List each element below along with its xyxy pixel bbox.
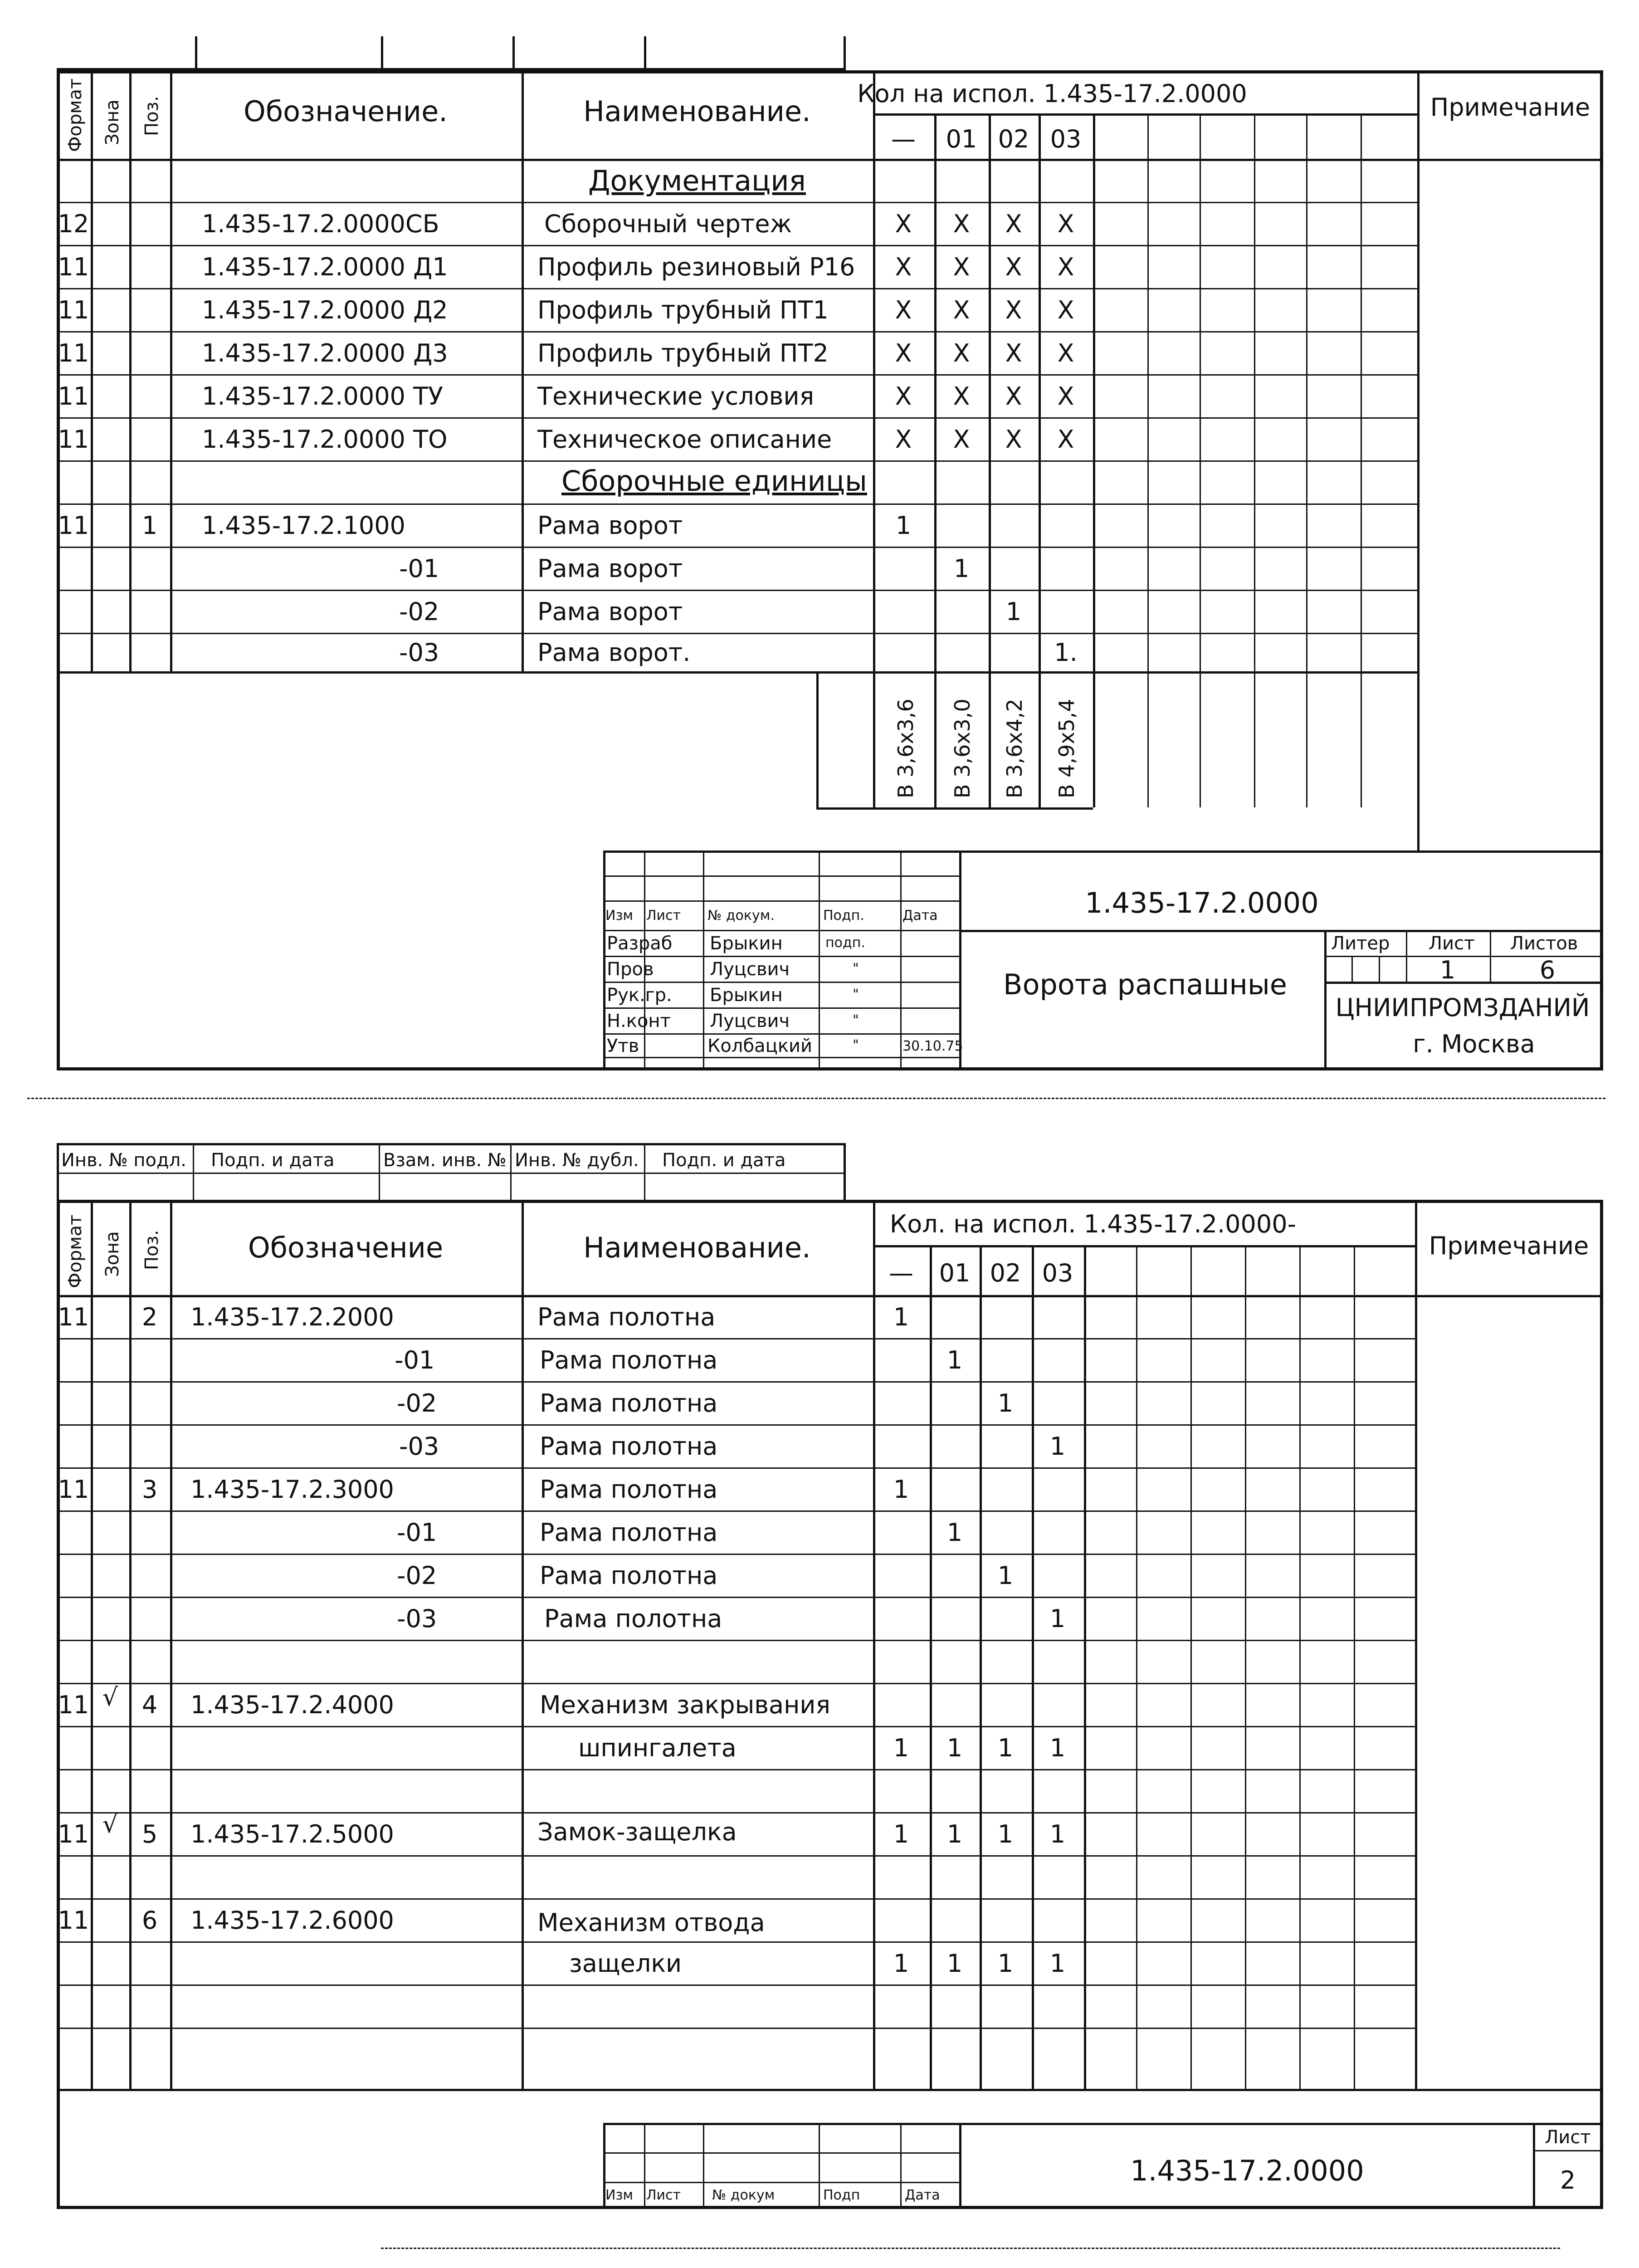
s1-cell-format: 12 — [58, 210, 89, 238]
sidebar-label: Инв. № подл. — [61, 1150, 186, 1171]
s1-header-designation: Обозначение. — [244, 95, 448, 128]
s1-stamp-title: Ворота распашные — [1003, 968, 1287, 1001]
s1-stamp-person: Брыкин — [710, 985, 783, 1006]
s1-stamp-sheet-label: Лист — [1429, 933, 1475, 954]
s2-header-name: Наименование. — [583, 1231, 811, 1264]
s2-cell-qty: 1 — [997, 1561, 1014, 1590]
s1-cell-qty: X — [895, 210, 912, 238]
s1-col-line — [873, 70, 875, 807]
s1-stamp-person: Луцсвич — [710, 1011, 790, 1031]
s1-stamp-sheets-label: Листов — [1510, 933, 1578, 954]
s1-row-line — [57, 245, 1417, 246]
s2-cell-name: Механизм отвода — [537, 1908, 765, 1937]
s2-col-line — [522, 1200, 524, 2089]
s1-cell-name: Профиль трубный ПТ2 — [537, 339, 829, 367]
s1-cell-format: 11 — [58, 425, 89, 454]
s2-cell-designation: -02 — [397, 1389, 437, 1418]
s1-stamp-sheet-no: 1 — [1439, 956, 1456, 984]
s2-header-format: Формат — [65, 1214, 86, 1288]
s1-cell-designation: 1.435-17.2.0000СБ — [202, 210, 439, 238]
s1-stamp-col-izm: Изм — [605, 908, 634, 924]
s2-col-line — [1084, 1245, 1086, 2089]
s1-stamp-col-date: Дата — [902, 908, 938, 924]
s1-cell-format: 11 — [58, 296, 89, 324]
s1-cell-name: Сборочный чертеж — [544, 210, 792, 238]
s2-cell-name: Рама полотна — [540, 1475, 718, 1504]
s2-cell-name: Механизм закрывания — [540, 1691, 831, 1719]
s2-row-line — [57, 1510, 1415, 1512]
s2-cell-name: Рама полотна — [537, 1303, 716, 1331]
s2-cell-format: 11 — [58, 1820, 89, 1848]
s1-stamp-sign: " — [853, 987, 859, 1002]
s1-section-title: Документация — [588, 164, 806, 197]
s2-col-line — [1354, 1245, 1355, 2089]
s2-col-line — [930, 1245, 932, 2089]
s1-cell-designation: -02 — [399, 597, 439, 626]
s2-row-line — [57, 1640, 1415, 1641]
s1-cell-qty: X — [1005, 382, 1022, 411]
s2-exec-label: 02 — [990, 1259, 1021, 1287]
s2-cell-designation: 1.435-17.2.6000 — [190, 1906, 394, 1935]
s1-header-zone: Зона — [102, 99, 123, 145]
s1-cell-qty: 1 — [953, 554, 970, 583]
s2-cell-format: 11 — [58, 1906, 89, 1935]
s2-cell-qty: 1 — [1049, 1820, 1066, 1848]
s2-row-line — [57, 1338, 1415, 1339]
s1-row-line — [57, 547, 1417, 548]
s2-cell-designation: 1.435-17.2.3000 — [190, 1475, 394, 1504]
s1-cell-designation: 1.435-17.2.1000 — [202, 511, 405, 540]
s2-cell-qty: 1 — [997, 1820, 1014, 1848]
top-stub-divider — [644, 36, 646, 70]
s2-cell-zone: √ — [102, 1683, 118, 1711]
s1-exec-label: 03 — [1050, 125, 1082, 153]
s2-col-line — [170, 1200, 172, 2089]
sidebar-label: Взам. инв. № — [383, 1150, 507, 1171]
s1-stamp-role: Утв — [607, 1036, 639, 1056]
s1-cell-qty: X — [953, 382, 970, 411]
s2-cell-name: шпингалета — [578, 1734, 737, 1762]
s2-cell-name: Рама полотна — [540, 1389, 718, 1418]
s1-stamp-sign: " — [853, 961, 859, 977]
s2-cell-qty: 1 — [893, 1734, 909, 1762]
s1-header-qty-title: Кол на испол. 1.435-17.2.0000 — [857, 79, 1247, 108]
s2-cell-qty: 1 — [946, 1820, 963, 1848]
s2-exec-label: 03 — [1042, 1259, 1073, 1287]
s2-row-line — [57, 2028, 1415, 2029]
s2-header-split — [873, 1245, 1415, 1247]
s1-row-line — [57, 633, 1417, 634]
s1-cell-name: Профиль резиновый Р16 — [537, 253, 855, 281]
s1-stamp-code: 1.435-17.2.0000 — [1085, 886, 1319, 919]
s2-cell-name: Рама полотна — [540, 1346, 718, 1374]
s1-cell-qty: X — [1005, 339, 1022, 367]
s1-cell-name: Профиль трубный ПТ1 — [537, 296, 829, 324]
s2-row-line — [57, 1769, 1415, 1770]
top-stub-divider — [844, 36, 846, 70]
s1-stamp-sign: " — [853, 1012, 859, 1028]
s2-cell-qty: 1 — [946, 1949, 963, 1978]
s2-col-line — [1415, 1200, 1417, 2089]
s1-header-format: Формат — [65, 78, 86, 152]
s1-cell-qty: X — [953, 210, 970, 238]
s1-header-bottom — [57, 159, 1603, 161]
s2-cell-pos: 5 — [141, 1820, 158, 1848]
s1-cell-qty: X — [1057, 296, 1074, 324]
s1-stamp-role: Разраб — [607, 933, 673, 954]
s2-cell-qty: 1 — [1049, 1604, 1066, 1633]
s1-stamp-col-doc: № докум. — [707, 908, 775, 924]
s1-size-label: В 3,6х4,2 — [1002, 699, 1027, 798]
s1-cell-name: Рама ворот — [537, 554, 683, 583]
s1-exec-label: — — [891, 125, 916, 153]
s2-col-line — [91, 1200, 93, 2089]
s2-cell-designation: -03 — [397, 1604, 437, 1633]
s2-stamp-col-sign: Подп — [823, 2187, 860, 2203]
s2-cell-qty: 1 — [946, 1518, 963, 1547]
s2-stamp-sheet-no: 2 — [1560, 2166, 1576, 2195]
s2-header-designation: Обозначение — [248, 1231, 444, 1264]
s2-cell-pos: 3 — [141, 1475, 158, 1504]
s2-cell-format: 11 — [58, 1691, 89, 1719]
s1-row-line — [57, 417, 1417, 419]
s2-stamp-col-date: Дата — [905, 2187, 940, 2203]
s1-size-label: В 3,6х3,6 — [893, 699, 918, 798]
s2-row-line — [57, 1812, 1415, 1813]
s1-cell-designation: 1.435-17.2.0000 ТО — [202, 425, 448, 454]
s1-cell-pos: 1 — [141, 511, 158, 540]
s1-stamp-sign: " — [853, 1037, 859, 1053]
s1-cell-name: Рама ворот — [537, 597, 683, 626]
s1-stamp-sign: подп. — [825, 935, 865, 951]
s1-cell-qty: X — [953, 253, 970, 281]
s1-header-name: Наименование. — [583, 95, 811, 128]
s2-header-qty-title: Кол. на испол. 1.435-17.2.0000- — [889, 1210, 1297, 1238]
s1-stamp-role: Рук.гр. — [607, 985, 672, 1006]
top-stub-divider — [512, 36, 515, 70]
s1-stamp-col-sign: Подп. — [823, 908, 864, 924]
s2-row-line — [57, 1381, 1415, 1383]
s1-cell-qty: X — [1057, 210, 1074, 238]
s1-cell-qty: X — [895, 253, 912, 281]
s2-cell-pos: 2 — [141, 1303, 158, 1331]
s2-cell-pos: 4 — [141, 1691, 158, 1719]
s2-cell-designation: 1.435-17.2.4000 — [190, 1691, 394, 1719]
s2-row-line — [57, 1898, 1415, 1900]
s1-cell-qty: X — [1005, 210, 1022, 238]
s2-exec-label: 01 — [939, 1259, 971, 1287]
s1-cell-format: 11 — [58, 339, 89, 367]
s2-cell-qty: 1 — [997, 1949, 1014, 1978]
s1-exec-label: 02 — [998, 125, 1029, 153]
s1-cell-qty: X — [895, 382, 912, 411]
s1-size-row-bottom — [816, 807, 1093, 810]
sidebar-label: Инв. № дубл. — [515, 1150, 639, 1171]
s1-cell-format: 11 — [58, 511, 89, 540]
s1-cell-format: 11 — [58, 253, 89, 281]
s2-cell-name: Рама полотна — [540, 1432, 718, 1461]
s1-cell-qty: X — [1057, 253, 1074, 281]
s2-row-line — [57, 1424, 1415, 1426]
s1-cell-qty: X — [953, 296, 970, 324]
s2-col-line — [1299, 1245, 1301, 2089]
s1-cell-designation: 1.435-17.2.0000 Д2 — [202, 296, 448, 324]
s1-section-title: Сборочные единицы — [561, 464, 868, 498]
s1-row-line — [57, 374, 1417, 376]
s1-col-line — [1417, 70, 1419, 850]
s2-header-note: Примечание — [1429, 1232, 1589, 1260]
s2-cell-qty: 1 — [997, 1389, 1014, 1418]
s1-stamp-liter-label: Литер — [1331, 933, 1390, 954]
s2-cell-designation: 1.435-17.2.2000 — [190, 1303, 394, 1331]
s1-row-line — [57, 590, 1417, 591]
s2-stamp-col-izm: Изм — [605, 2187, 634, 2203]
s1-cell-qty: X — [953, 339, 970, 367]
s1-stamp-role: Н.конт — [607, 1011, 671, 1031]
s1-cell-qty: X — [1057, 382, 1074, 411]
s1-row-line — [57, 460, 1417, 462]
s1-stamp-sheets-total: 6 — [1539, 956, 1556, 984]
s2-cell-designation: 1.435-17.2.5000 — [190, 1820, 394, 1848]
s1-cell-name: Рама ворот — [537, 511, 683, 540]
s2-col-line — [1190, 1245, 1192, 2089]
s1-row-line — [57, 331, 1417, 332]
s2-cell-format: 11 — [58, 1475, 89, 1504]
s2-col-line — [1032, 1245, 1034, 2089]
s2-row-line — [57, 1941, 1415, 1943]
s1-cell-qty: X — [895, 339, 912, 367]
s1-size-label: В 4,9х5,4 — [1054, 699, 1079, 798]
s2-col-line — [873, 1200, 875, 2089]
s1-header-pos: Поз. — [141, 96, 162, 136]
top-stub-divider — [195, 36, 197, 70]
s1-cell-designation: -03 — [399, 638, 439, 667]
s2-row-line — [57, 1855, 1415, 1857]
s2-header-pos: Поз. — [141, 1230, 162, 1270]
s1-stamp-date: 30.10.75 — [902, 1038, 963, 1054]
s2-header-zone: Зона — [102, 1231, 123, 1277]
s2-cell-name: Рама полотна — [540, 1561, 718, 1590]
s2-cell-qty: 1 — [1049, 1949, 1066, 1978]
s1-stamp-role: Пров — [607, 959, 654, 980]
s1-row-line — [57, 503, 1417, 505]
s2-col-line — [980, 1245, 982, 2089]
s1-cell-qty: X — [1005, 296, 1022, 324]
s1-cell-qty: X — [895, 425, 912, 454]
s2-cell-qty: 1 — [1049, 1432, 1066, 1461]
bottom-cut-line — [381, 2248, 1560, 2249]
s2-stamp-code: 1.435-17.2.0000 — [1130, 2154, 1364, 2187]
s2-cell-name: Рама полотна — [544, 1604, 722, 1633]
sidebar-label: Подп. и дата — [211, 1150, 335, 1171]
s1-cell-designation: 1.435-17.2.0000 Д1 — [202, 253, 448, 281]
s2-cell-qty: 1 — [893, 1303, 909, 1331]
s2-stamp-col-list: Лист — [646, 2187, 681, 2203]
s1-header-split — [873, 113, 1417, 116]
s2-cell-zone: √ — [102, 1810, 118, 1838]
s2-row-line — [57, 1984, 1415, 1986]
s2-cell-name: Рама полотна — [540, 1518, 718, 1547]
s1-cell-qty: X — [953, 425, 970, 454]
s2-table-bottom — [57, 2089, 1603, 2091]
s1-stamp-person: Колбацкий — [707, 1036, 812, 1056]
s1-row-line — [57, 288, 1417, 289]
s1-cell-designation: -01 — [399, 554, 439, 583]
s1-stamp-city: г. Москва — [1413, 1030, 1535, 1058]
s2-row-line — [57, 1597, 1415, 1598]
s2-row-line — [57, 1683, 1415, 1684]
s1-stamp-col-list: Лист — [646, 908, 681, 924]
s1-table-bottom — [57, 671, 1417, 674]
s2-cell-designation: -01 — [395, 1346, 435, 1374]
s1-cell-designation: 1.435-17.2.0000 Д3 — [202, 339, 448, 367]
s1-cell-format: 11 — [58, 382, 89, 411]
top-stub-divider — [381, 36, 383, 70]
s2-cell-qty: 1 — [1049, 1734, 1066, 1762]
s2-col-line — [1245, 1245, 1246, 2089]
s2-col-line — [129, 1200, 132, 2089]
s1-cell-qty: X — [1057, 425, 1074, 454]
s1-cell-qty: X — [1005, 425, 1022, 454]
top-stub-line — [57, 68, 846, 70]
s1-cell-designation: 1.435-17.2.0000 ТУ — [202, 382, 443, 411]
s2-col-line — [1136, 1245, 1137, 2089]
s2-cell-pos: 6 — [141, 1906, 158, 1935]
s2-cell-format: 11 — [58, 1303, 89, 1331]
s1-size-box-left — [816, 671, 819, 807]
s1-exec-label: 01 — [946, 125, 977, 153]
s2-cell-qty: 1 — [893, 1949, 909, 1978]
s2-exec-label: — — [889, 1259, 913, 1287]
s2-header-bottom — [57, 1295, 1603, 1297]
s1-cell-qty: X — [895, 296, 912, 324]
s2-cell-name: Замок-защелка — [537, 1818, 737, 1846]
s2-cell-qty: 1 — [946, 1734, 963, 1762]
s1-header-note: Примечание — [1430, 93, 1590, 122]
s2-row-line — [57, 1554, 1415, 1555]
s2-cell-qty: 1 — [997, 1734, 1014, 1762]
s1-cell-qty: X — [1057, 339, 1074, 367]
s1-stamp-person: Луцсвич — [710, 959, 790, 980]
s1-stamp-person: Брыкин — [710, 933, 783, 954]
s1-cell-qty: 1 — [895, 511, 912, 540]
s1-cell-qty: X — [1005, 253, 1022, 281]
s1-cell-name: Технические условия — [537, 382, 815, 411]
s2-cell-name: защелки — [569, 1949, 682, 1978]
s2-cell-designation: -03 — [399, 1432, 439, 1461]
s2-stamp-sheet-label: Лист — [1545, 2127, 1591, 2148]
s2-row-line — [57, 1467, 1415, 1469]
s1-row-line — [57, 202, 1417, 203]
s1-cell-name: Рама ворот. — [537, 638, 691, 667]
s2-row-line — [57, 1726, 1415, 1727]
s1-cell-qty: 1. — [1054, 638, 1078, 667]
middle-cut-line — [27, 1098, 1605, 1099]
s2-cell-qty: 1 — [893, 1820, 909, 1848]
sidebar-label: Подп. и дата — [662, 1150, 786, 1171]
s1-cell-name: Техническое описание — [537, 425, 832, 454]
s2-cell-qty: 1 — [893, 1475, 909, 1504]
s1-size-label: В 3,6х3,0 — [950, 699, 975, 798]
s1-stamp-org: ЦНИИПРОМЗДАНИЙ — [1335, 993, 1590, 1022]
s2-cell-designation: -01 — [397, 1518, 437, 1547]
s1-cell-qty: 1 — [1005, 597, 1022, 626]
s2-stamp-col-doc: № докум — [712, 2187, 775, 2203]
s2-cell-qty: 1 — [946, 1346, 963, 1374]
s2-cell-designation: -02 — [397, 1561, 437, 1590]
